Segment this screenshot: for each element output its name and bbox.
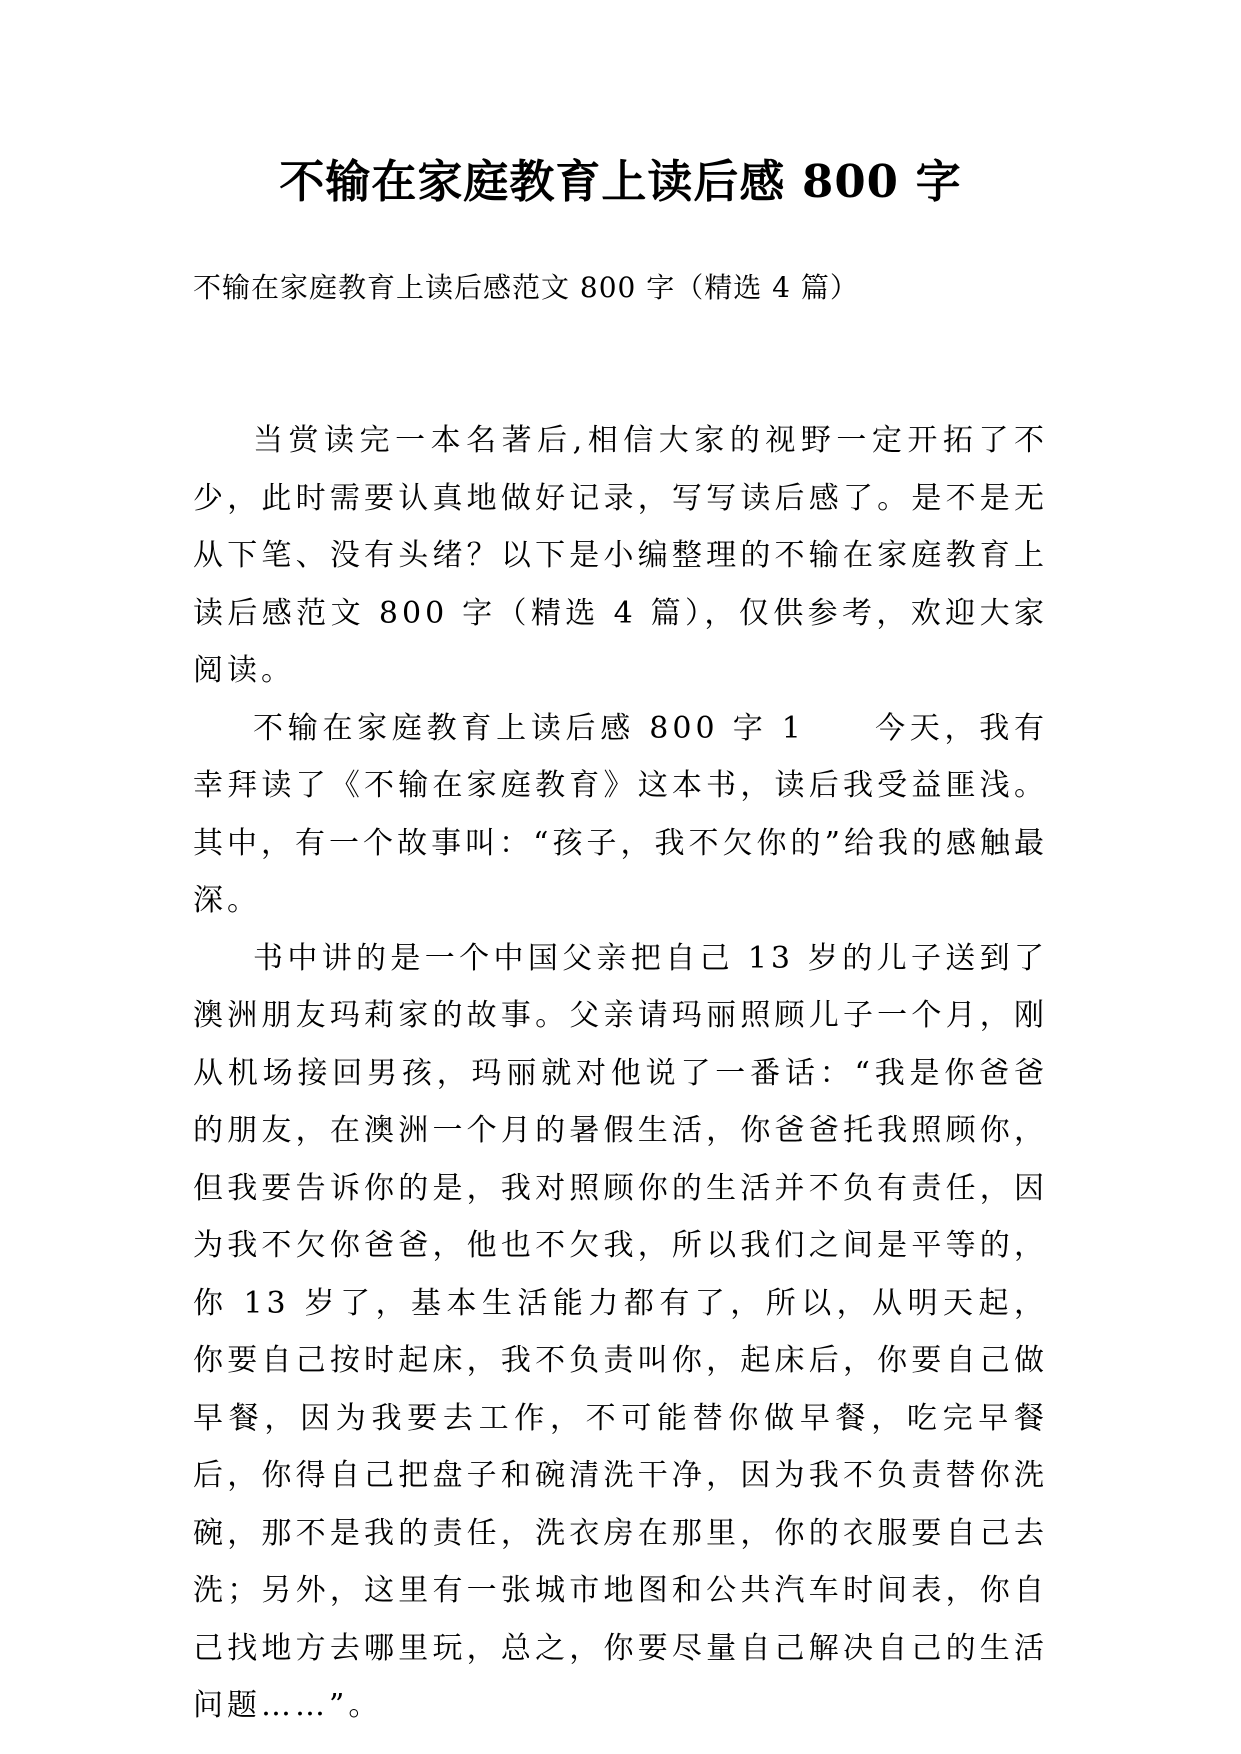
document-title: 不输在家庭教育上读后感 800 字 (279, 155, 962, 208)
body-paragraph: 当赏读完一本名著后,相信大家的视野一定开拓了不少，此时需要认真地做好记录，写写读后感了。是不是无从下笔、没有头绪？以下是小编整理的不输在家庭教育上读后感范文 800 字（精选 4 篇），仅供参考，欢迎大家阅读。 (193, 423, 1048, 688)
body-paragraph: 不输在家庭教育上读后感 800 字 1 今天，我有幸拜读了《不输在家庭教育》这本书，读后我受益匪浅。其中，有一个故事叫：“孩子，我不欠你的”给我的感触最深。 (193, 710, 1048, 918)
document-body (193, 412, 1048, 1735)
document-subtitle: 不输在家庭教育上读后感范文 800 字（精选 4 篇） (193, 271, 859, 304)
body-paragraph: 书中讲的是一个中国父亲把自己 13 岁的儿子送到了澳洲朋友玛莉家的故事。父亲请玛丽照顾儿子一个月，刚从机场接回男孩，玛丽就对他说了一番话：“我是你爸爸的朋友，在澳洲一个月的暑假生活，你爸爸托我照顾你，但我要告诉你的是，我对照顾你的生活并不负有责任，因为我不欠你爸爸，他也不欠我，所以我们之间是平等的，你 13 岁了，基本生活能力都有了，所以，从明天起，你要自己按时起床，我不负责叫你，起床后，你要自己做早餐，因为我要去工作，不可能替你做早餐，吃完早餐后，你得自己把盘子和碗清洗干净，因为我不负责替你洗碗，那不是我的责任，洗衣房在那里，你的衣服要自己去洗；另外，这里有一张城市地图和公共汽车时间表，你自己找地方去哪里玩，总之，你要尽量自己解决自己的生活问题……”。 (193, 940, 1048, 1723)
